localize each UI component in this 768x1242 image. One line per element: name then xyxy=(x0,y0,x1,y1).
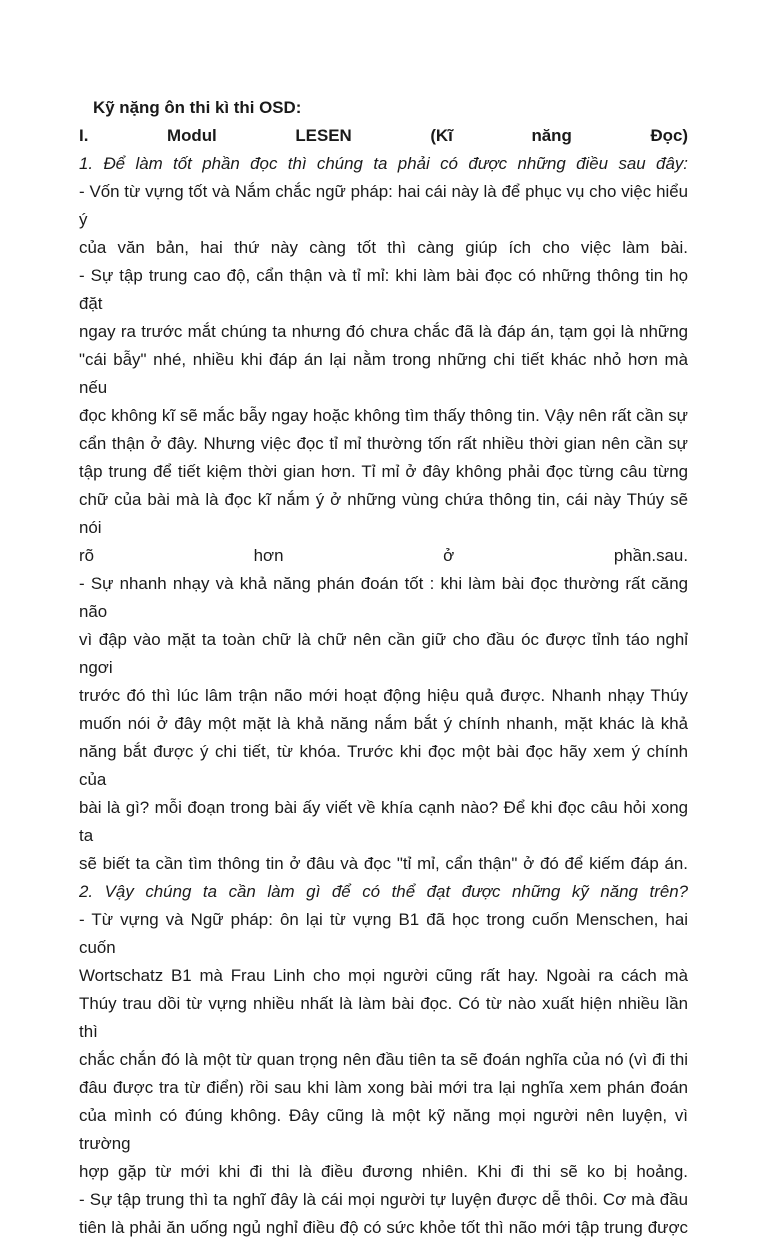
paragraph-line: đâu được tra từ điển) rồi sau khi làm xong bài mới tra lại nghĩa xem phán đoán xyxy=(79,1078,688,1097)
paragraph-line: chắc chắn đó là một từ quan trọng nên đầu tiên ta sẽ đoán nghĩa của nó (vì đi thi xyxy=(79,1050,688,1069)
question-2: 2. Vậy chúng ta cần làm gì để có thể đạt được những kỹ năng trên? xyxy=(79,882,688,901)
paragraph-line: - Từ vựng và Ngữ pháp: ôn lại từ vựng B1 đã học trong cuốn Menschen, hai cuốn xyxy=(79,910,688,957)
paragraph-line: chữ của bài mà là đọc kĩ nắm ý ở những vùng chứa thông tin, cái này Thúy sẽ nói xyxy=(79,490,688,537)
paragraph-line: năng bắt được ý chi tiết, từ khóa. Trước khi đọc một bài đọc hãy xem ý chính của xyxy=(79,742,688,789)
paragraph-line: của mình có đúng không. Đây cũng là một kỹ năng mọi người nên luyện, vì trường xyxy=(79,1106,688,1153)
paragraph-line: tập trung để tiết kiệm thời gian hơn. Tỉ mỉ ở đây không phải đọc từng câu từng xyxy=(79,462,688,481)
paragraph-line: Thúy trau dồi từ vựng nhiều nhất là làm bài đọc. Có từ nào xuất hiện nhiều lần thì xyxy=(79,994,688,1041)
paragraph-line: trước đó thì lúc lâm trận não mới hoạt động hiệu quả được. Nhanh nhạy Thúy xyxy=(79,686,688,705)
paragraph-line: tiên là phải ăn uống ngủ nghỉ điều độ có sức khỏe tốt thì não mới tập trung được xyxy=(79,1218,688,1237)
paragraph-line: - Sự tập trung cao độ, cẩn thận và tỉ mỉ: khi làm bài đọc có những thông tin họ đặt xyxy=(79,266,688,313)
paragraph-line: muốn nói ở đây một mặt là khả năng nắm bắt ý chính nhanh, mặt khác là khả xyxy=(79,714,688,733)
paragraph-line: - Sự nhanh nhạy và khả năng phán đoán tốt : khi làm bài đọc thường rất căng não xyxy=(79,574,688,621)
section-heading: I. Modul LESEN (Kĩ năng Đọc) xyxy=(79,126,688,145)
paragraph-line: sẽ biết ta cần tìm thông tin ở đâu và đọc "tỉ mỉ, cẩn thận" ở đó để kiếm đáp án. xyxy=(79,854,688,873)
paragraph-line: vì đập vào mặt ta toàn chữ là chữ nên cần giữ cho đầu óc được tỉnh táo nghỉ ngơi xyxy=(79,630,688,677)
question-1: 1. Để làm tốt phần đọc thì chúng ta phải có được những điều sau đây: xyxy=(79,154,688,173)
paragraph-line: cẩn thận ở đây. Nhưng việc đọc tỉ mỉ thường tốn rất nhiều thời gian nên cần sự xyxy=(79,434,688,453)
paragraph-line: - Sự tập trung thì ta nghĩ đây là cái mọi người tự luyện được dễ thôi. Cơ mà đầu xyxy=(79,1190,688,1209)
paragraph-line: rõ hơn ở phần.sau. xyxy=(79,546,688,565)
document-title: Kỹ nặng ôn thi kì thi OSD: xyxy=(93,98,302,117)
paragraph-line: Wortschatz B1 mà Frau Linh cho mọi người cũng rất hay. Ngoài ra cách mà xyxy=(79,966,688,985)
paragraph-line: - Vốn từ vựng tốt và Nắm chắc ngữ pháp: hai cái này là để phục vụ cho việc hiểu ý xyxy=(79,182,688,229)
paragraph-line: đọc không kĩ sẽ mắc bẫy ngay hoặc không tìm thấy thông tin. Vậy nên rất cần sự xyxy=(79,406,688,425)
paragraph-line: của văn bản, hai thứ này càng tốt thì càng giúp ích cho việc làm bài. xyxy=(79,238,688,257)
paragraph-line: ngay ra trước mắt chúng ta nhưng đó chưa chắc đã là đáp án, tạm gọi là những xyxy=(79,322,688,341)
paragraph-line: "cái bẫy" nhé, nhiều khi đáp án lại nằm trong những chi tiết khác nhỏ hơn mà nếu xyxy=(79,350,688,397)
paragraph-line: bài là gì? mỗi đoạn trong bài ấy viết về khía cạnh nào? Để khi đọc câu hỏi xong ta xyxy=(79,798,688,845)
paragraph-line: hợp gặp từ mới khi đi thi là điều đương nhiên. Khi đi thi sẽ ko bị hoảng. xyxy=(79,1162,688,1181)
